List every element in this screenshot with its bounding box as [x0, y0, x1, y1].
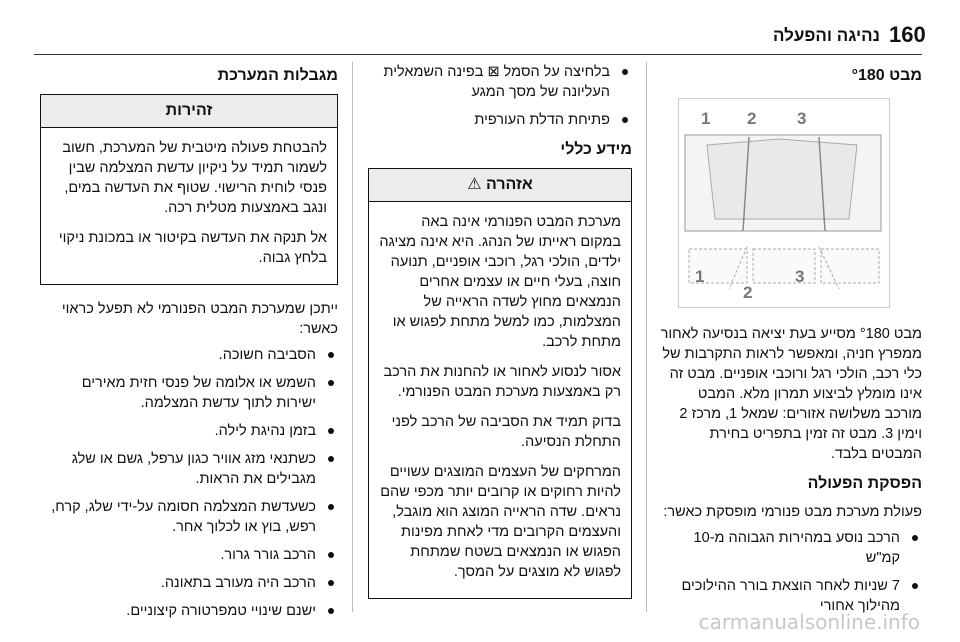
warning-body [369, 202, 631, 598]
figure-label: 2 [743, 283, 753, 302]
view-180-heading: מבט °180 [851, 67, 922, 84]
page-header [0, 0, 960, 52]
general-info-heading: מידע כללי [560, 141, 632, 158]
list-item: הרכב נוסע במהירות הגבוהה מ-10 קמ"ש [660, 528, 922, 568]
warning-box [368, 168, 632, 599]
bullet-icon [328, 456, 334, 462]
bullet-icon [328, 428, 334, 434]
bullet-icon [328, 380, 334, 386]
list-item: הרכב היה מעורב בתאונה. [40, 573, 338, 593]
watermark-text: carmanualsonline.info [698, 610, 920, 634]
bullet-icon [622, 117, 628, 123]
figure-label: 3 [797, 109, 807, 128]
bullet-icon [328, 352, 334, 358]
rear-camera-illustration [679, 99, 889, 307]
deactivation-intro: פעולת מערכת מבט פנורמי מופסקת כאשר: [663, 504, 922, 520]
bullet-icon [328, 504, 334, 510]
column-divider-right [646, 62, 647, 612]
list-item: כשעדשת המצלמה חסומה על-ידי שלג, קרח, רפש, בוץ או לכלוך אחר. [40, 497, 338, 537]
list-item: פתיחת הדלת העורפית [368, 110, 632, 130]
figure-label: 3 [795, 267, 805, 286]
list-item: השמש או אלומה של פנסי חזית מאירים ישירות לתוך עדשת המצלמה. [40, 373, 338, 413]
page-number: 160 [889, 22, 926, 47]
bullet-icon [328, 580, 334, 586]
bullet-icon [912, 535, 918, 541]
caution-box [40, 94, 338, 285]
deactivation-list [660, 528, 922, 616]
activation-list [368, 62, 632, 130]
caution-title: זהירות [41, 95, 337, 128]
bullet-icon [912, 583, 918, 589]
limits-intro: ייתכן שמערכת המבט הפנורמי לא תפעל כראוי כאשר: [61, 301, 338, 337]
figure-label: 1 [695, 267, 705, 286]
warning-paragraph: המרחקים של העצמים המוצגים עשויים להיות רחוקים או קרובים יותר מכפי שהם נראים. שדה הראייה המוצג הוא מוגבל, והעצמים הקרובים מדי לאחת מפינות הפגוש או הנמצאים בשטח שמתחת לפגוש לא מוצגים על המסך. [380, 464, 621, 580]
list-item: ישנם שינויי טמפרטורה קיצוניים. [40, 601, 338, 621]
warning-paragraph: בדוק תמיד את הסביבה של הרכב לפני התחלת הנסיעה. [391, 414, 621, 450]
left-column [40, 62, 338, 629]
list-item: כשתנאי מזג אוויר כגון ערפל, גשם או שלג מגבילים את הראות. [40, 449, 338, 489]
right-column [660, 62, 922, 624]
section-title: נהיגה והפעלה [772, 26, 880, 45]
column-divider-left [352, 62, 353, 612]
system-limits-heading: מגבלות המערכת [217, 67, 338, 84]
list-item: בלחיצה על הסמל ⊠ בפינה השמאלית העליונה של מסך המגע [368, 62, 632, 102]
caution-paragraph: אל תנקה את העדשה בקיטור או במכונת ניקוי בלחץ גבוה. [58, 230, 327, 266]
warning-paragraph: אסור לנסוע לאחור או להחנות את הרכב רק באמצעות מערכת המבט הפנורמי. [383, 364, 621, 400]
warning-paragraph: מערכת המבט הפנורמי אינה באה במקום ראייתו של הנהג. היא אינה מציגה ילדים, הולכי רגל, רוכבי אופניים, תנועה חוצה, בעלי חיים או עצמים אחרים הנמצאים מחוץ לשדה הראייה של המצלמות, כמו למשל מתחת לפגוש או מתחת לרכב. [379, 214, 621, 350]
caution-paragraph: להבטחת פעולה מיטבית של המערכת, חשוב לשמור תמיד על ניקיון עדשת המצלמה שבין פנסי לוחית הרישוי. שטוף את העדשה במים, ונגב באמצעות מטלית רכה. [62, 140, 327, 216]
list-item: הסביבה חשוכה. [40, 345, 338, 365]
middle-column [368, 62, 632, 599]
bullet-icon [328, 608, 334, 614]
bullet-icon [622, 69, 628, 75]
list-item: 7 שניות לאחר הוצאת בורר ההילוכים מהילוך אחורי [660, 576, 922, 616]
figure-label: 1 [701, 109, 711, 128]
rear-view-figure [678, 98, 890, 308]
view-180-description: מבט °180 מסייע בעת יציאה בנסיעה לאחור ממפרץ חניה, ומאפשר לראות התקרבות של כלי רכב, הולכי רגל ורוכבי אופניים. מבט זה אינו מומלץ לביצוע תמרון מלא. המבט מורכב משלושה אזורים: שמאל 1, מרכז 2 וימין 3. מבט זה זמין בתפריט בחירת המבטים בלבד. [660, 326, 922, 462]
warning-icon: ⚠ [467, 176, 486, 193]
deactivation-heading: הפסקת הפעולה [807, 475, 922, 492]
caution-body [41, 128, 337, 284]
header-rule [34, 54, 922, 55]
warning-title: אזהרה ⚠ [369, 169, 631, 202]
list-item: הרכב גורר גרור. [40, 545, 338, 565]
list-item: בזמן נהיגת לילה. [40, 421, 338, 441]
limits-list [40, 345, 338, 621]
bullet-icon [328, 552, 334, 558]
figure-label: 2 [747, 109, 757, 128]
